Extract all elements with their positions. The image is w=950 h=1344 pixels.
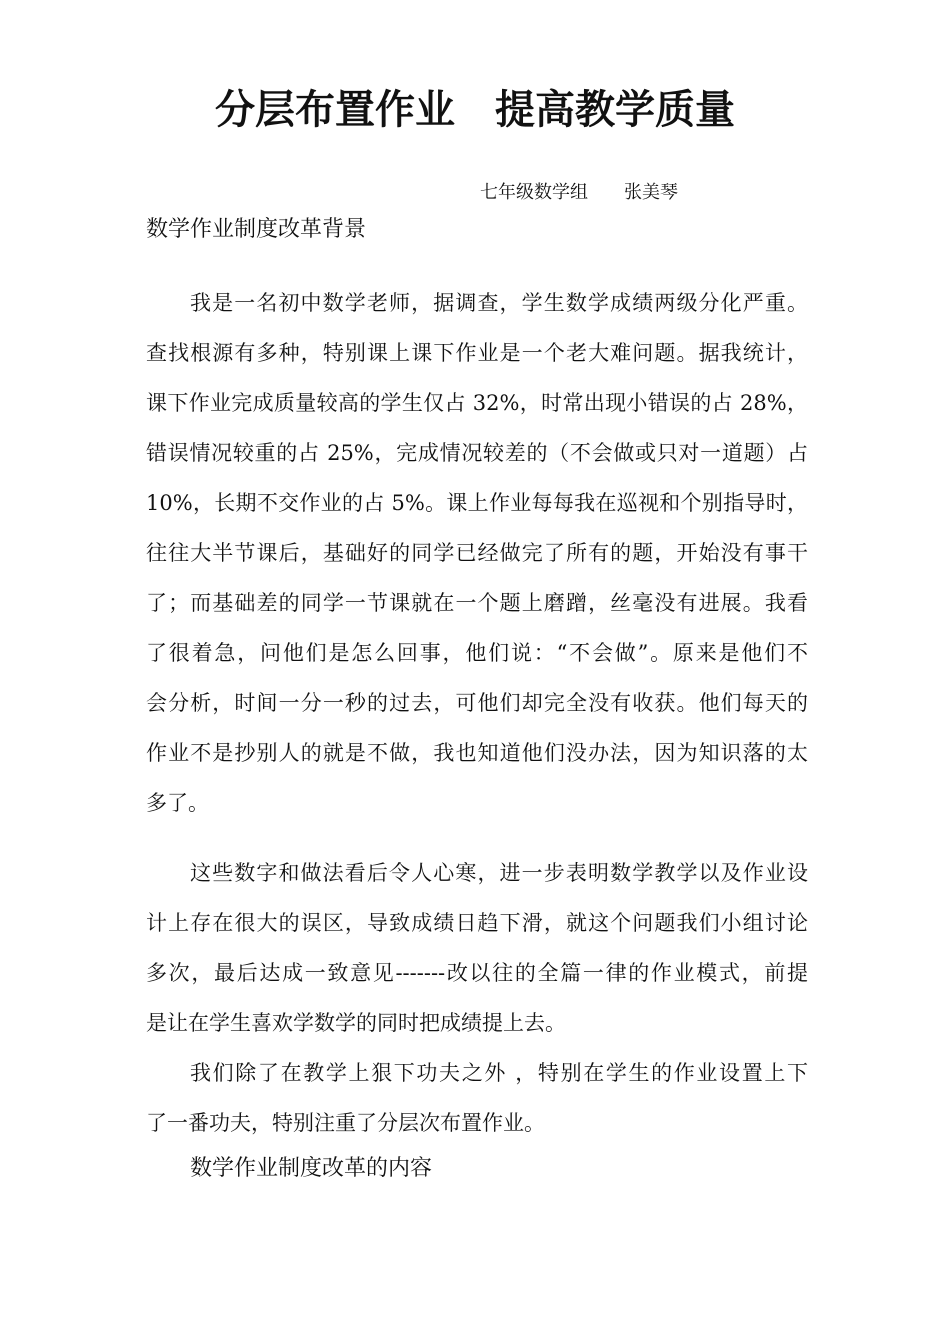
document-title: 分层布置作业 提高教学质量 xyxy=(215,87,735,133)
paragraph-line: 多次，最后达成一致意见-------改以往的全篇一律的作业模式，前提 xyxy=(146,961,808,985)
paragraph-line: 查找根源有多种，特别课上课下作业是一个老大难问题。据我统计， xyxy=(146,341,808,365)
paragraph-line: 我是一名初中数学老师，据调查，学生数学成绩两级分化严重。 xyxy=(190,291,808,315)
paragraph-line: 课下作业完成质量较高的学生仅占 32%，时常出现小错误的占 28%， xyxy=(146,391,808,415)
paragraph-line: 往往大半节课后，基础好的同学已经做完了所有的题，开始没有事干 xyxy=(146,541,808,565)
paragraph-line: 了很着急，问他们是怎么回事，他们说：“不会做”。原来是他们不 xyxy=(146,641,808,665)
paragraph-line: 错误情况较重的占 25%，完成情况较差的（不会做或只对一道题）占 xyxy=(146,441,808,465)
paragraph-line: 10%，长期不交作业的占 5%。课上作业每每我在巡视和个别指导时， xyxy=(146,491,808,515)
paragraph-2 xyxy=(146,848,808,1048)
paragraph-line: 我们除了在教学上狠下功夫之外 ，特别在学生的作业设置上下 xyxy=(190,1061,808,1085)
paragraph-line: 这些数字和做法看后令人心寒，进一步表明数学教学以及作业设 xyxy=(190,861,808,885)
paragraph-line: 多了。 xyxy=(146,791,209,815)
section-heading-content: 数学作业制度改革的内容 xyxy=(190,1156,433,1181)
section-heading-background: 数学作业制度改革背景 xyxy=(146,217,367,242)
paragraph-3 xyxy=(146,1048,808,1148)
paragraph-line: 了；而基础差的同学一节课就在一个题上磨蹭，丝毫没有进展。我看 xyxy=(146,591,808,615)
paragraph-line: 作业不是抄别人的就是不做，我也知道他们没办法，因为知识落的太 xyxy=(146,741,808,765)
paragraph-line: 计上存在很大的误区，导致成绩日趋下滑，就这个问题我们小组讨论 xyxy=(146,911,808,935)
paragraph-line: 会分析，时间一分一秒的过去，可他们却完全没有收获。他们每天的 xyxy=(146,691,808,715)
paragraph-line: 是让在学生喜欢学数学的同时把成绩提上去。 xyxy=(146,1011,566,1035)
paragraph-line: 了一番功夫，特别注重了分层次布置作业。 xyxy=(146,1111,545,1135)
paragraph-1 xyxy=(146,278,808,828)
author-line: 七年级数学组 张美琴 xyxy=(480,182,678,203)
